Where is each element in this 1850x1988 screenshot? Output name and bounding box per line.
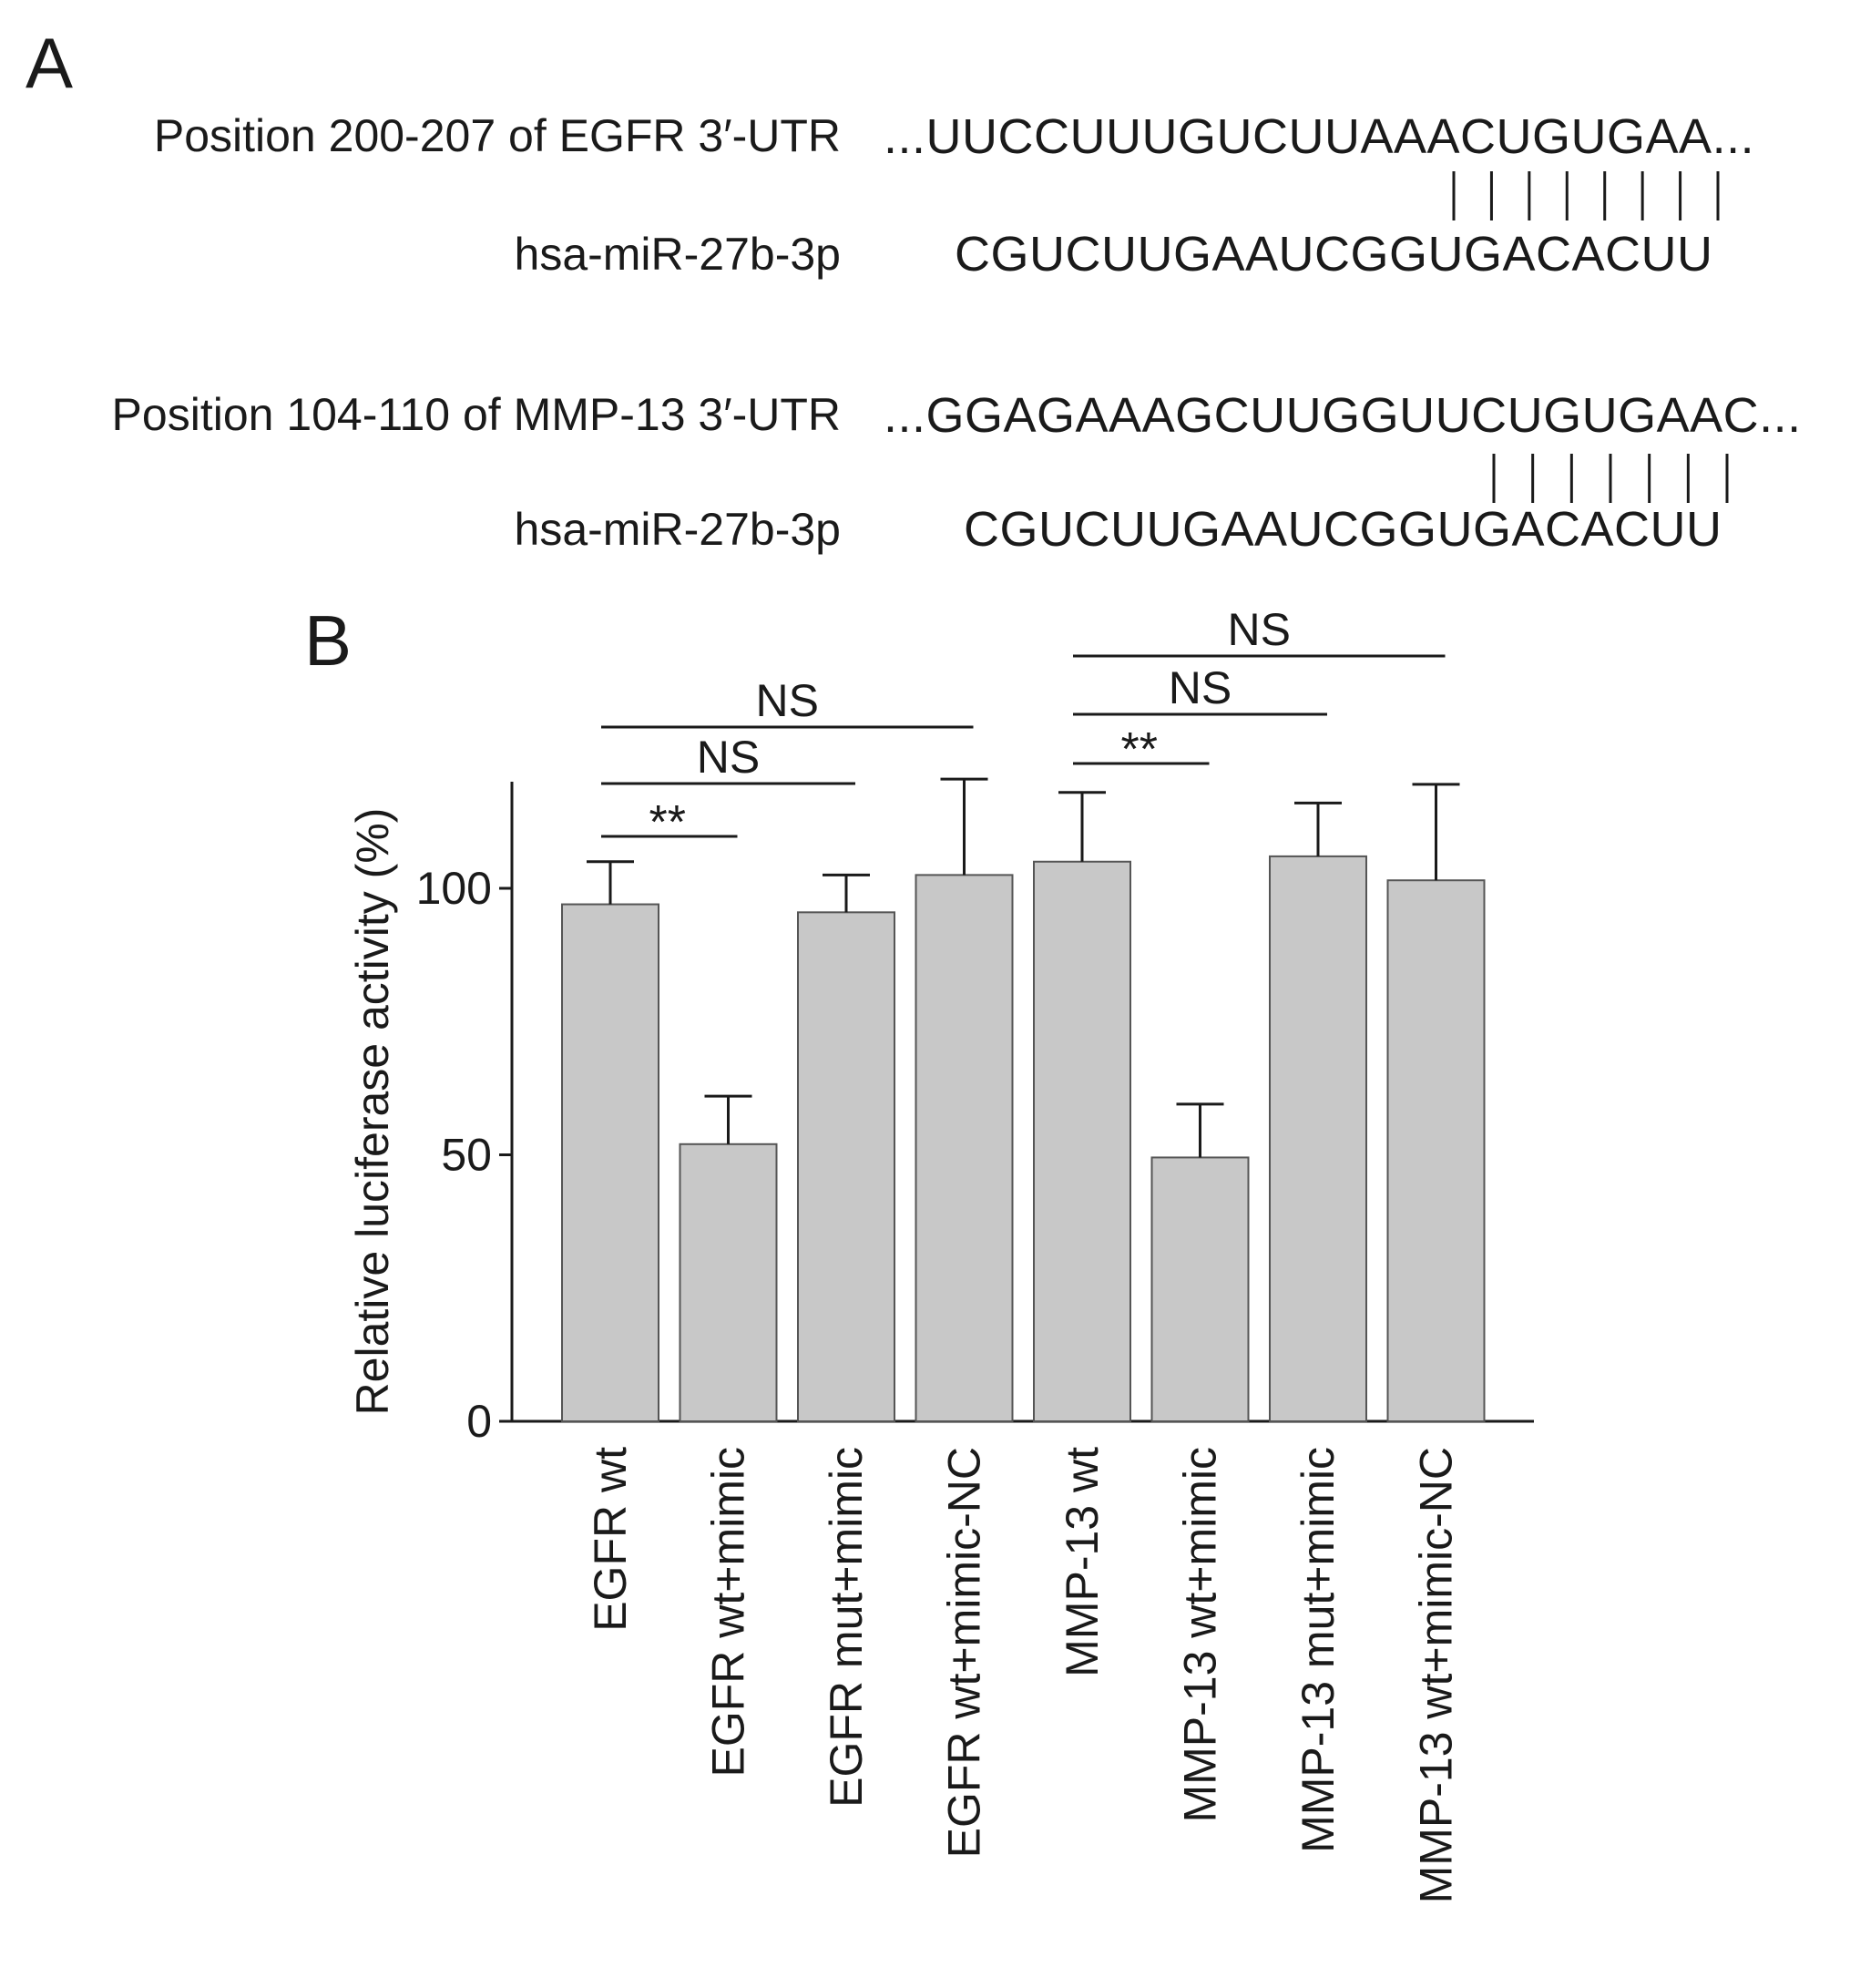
significance-label: NS — [696, 732, 761, 783]
bar — [680, 1144, 777, 1421]
bar — [1270, 856, 1366, 1421]
bar — [562, 905, 659, 1421]
y-tick-label: 100 — [415, 863, 492, 914]
y-axis-label: Relative luciferase activity (%) — [347, 807, 398, 1416]
mirna-label-mmp13: hsa-miR-27b-3p — [514, 504, 841, 555]
significance-label: ** — [1120, 723, 1158, 776]
significance-label: NS — [755, 675, 819, 726]
x-tick-label: MMP-13 wt — [1057, 1447, 1108, 1677]
panel-a-letter: A — [26, 23, 74, 103]
mirna-label-egfr: hsa-miR-27b-3p — [514, 229, 841, 280]
target-sequence-mmp13: ...GGAGAAAGCUUGGUUCUGUGAAC... — [884, 388, 1802, 443]
target-sequence-egfr: ...UUCCUUUGUCUUAAACUGUGAA... — [884, 109, 1755, 164]
position-label-mmp13: Position 104-110 of MMP-13 3′-UTR — [111, 389, 841, 440]
x-tick-label: EGFR wt — [585, 1447, 636, 1632]
x-tick-label: MMP-13 wt+mimic-NC — [1410, 1447, 1462, 1904]
x-tick-label: MMP-13 mut+mimic — [1293, 1447, 1344, 1853]
significance-label: NS — [1168, 662, 1232, 713]
chart-bars — [562, 856, 1485, 1421]
bar — [1388, 880, 1485, 1421]
x-tick-label: EGFR mut+mimic — [821, 1447, 872, 1808]
y-tick-label: 0 — [466, 1396, 492, 1447]
x-tick-label: EGFR wt+mimic-NC — [938, 1447, 990, 1859]
significance-label: NS — [1227, 604, 1291, 655]
panel-b-letter: B — [304, 600, 353, 681]
bar — [1152, 1157, 1249, 1421]
x-tick-labels — [585, 1447, 1462, 1904]
x-tick-label: EGFR wt+mimic — [702, 1447, 754, 1778]
y-tick-label: 50 — [441, 1129, 492, 1181]
significance-label: ** — [649, 796, 686, 849]
position-label-egfr: Position 200-207 of EGFR 3′-UTR — [153, 110, 841, 161]
mirna-sequence-mmp13: CGUCUUGAAUCGGUGACACUU — [964, 502, 1722, 557]
x-tick-label: MMP-13 wt+mimic — [1174, 1447, 1226, 1823]
bar — [1034, 862, 1130, 1421]
bar — [916, 875, 1013, 1421]
bar — [798, 912, 894, 1421]
mirna-sequence-egfr: CGUCUUGAAUCGGUGACACUU — [955, 227, 1713, 282]
